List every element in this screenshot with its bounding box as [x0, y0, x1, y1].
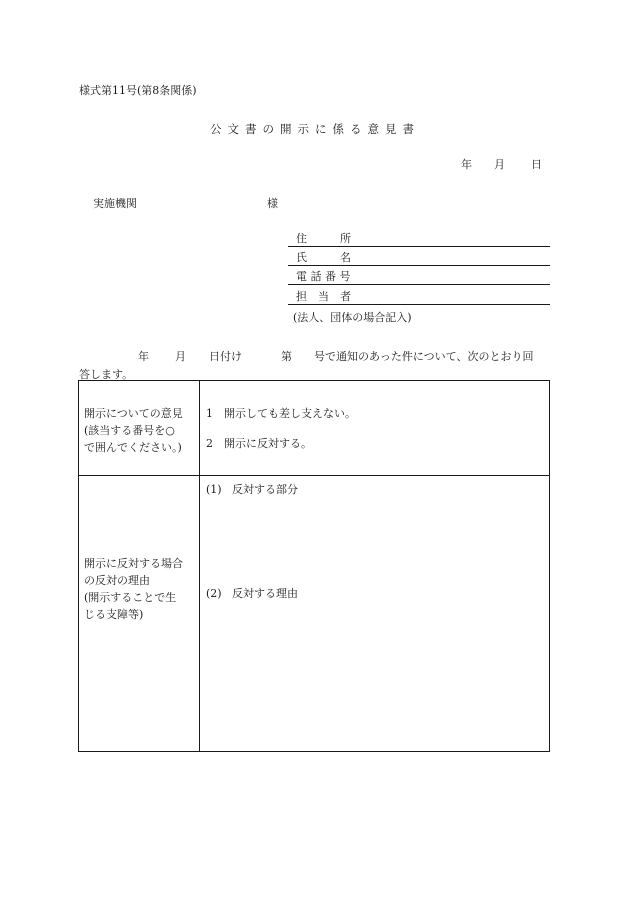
option-text: 開示しても差し支えない。	[224, 407, 356, 420]
option-text: 開示に反対する。	[224, 437, 312, 450]
applicant-note: (法人、団体の場合記入)	[293, 311, 412, 324]
opinion-label: 開示についての意見 (該当する番号を○ で囲んでください。)	[84, 407, 183, 454]
sub-item-text: 反対する理由	[232, 587, 298, 600]
applicant-contact-person-label: 担 当 者	[296, 290, 351, 303]
addressee-honorific: 様	[267, 197, 278, 210]
opinion-table	[78, 380, 550, 752]
applicant-contact-person-field[interactable]	[288, 285, 550, 305]
objected-part-field[interactable]	[206, 481, 298, 498]
notice-day-dated: 日付け	[209, 350, 242, 363]
column-divider	[199, 381, 200, 751]
applicant-phone-label: 電 話 番 号	[296, 270, 351, 283]
applicant-name-field[interactable]	[288, 246, 550, 266]
option-number: 1	[206, 407, 213, 420]
addressee-label: 実施機関	[93, 197, 137, 210]
notice-sentence	[79, 348, 551, 364]
document-title: 公文書の開示に係る意見書	[210, 122, 420, 136]
objection-reason-field[interactable]	[206, 585, 298, 602]
applicant-name-label: 氏 名	[296, 251, 351, 264]
row-divider	[79, 475, 549, 476]
applicant-phone-field[interactable]	[288, 265, 550, 285]
notice-sentence-line2: 答します。	[79, 368, 134, 381]
objection-reason-label: 開示に反対する場合 の反対の理由 (開示することで生 じる支障等)	[84, 557, 183, 621]
date-month-field[interactable]: 月	[494, 158, 505, 171]
date-year-field[interactable]: 年	[461, 158, 472, 171]
option-objection[interactable]	[206, 435, 312, 452]
notice-rest: 号で通知のあった件について、次のとおり回	[314, 350, 534, 363]
notice-dai: 第	[281, 350, 292, 363]
form-number: 様式第11号(第8条関係)	[79, 84, 197, 97]
notice-month: 月	[175, 350, 186, 363]
notice-year: 年	[138, 350, 149, 363]
applicant-address-label: 住 所	[296, 232, 351, 245]
applicant-address-field[interactable]	[288, 227, 550, 247]
option-number: 2	[206, 437, 213, 450]
option-no-objection[interactable]	[206, 405, 356, 422]
sub-item-text: 反対する部分	[232, 483, 298, 496]
sub-item-number: (2)	[206, 587, 222, 600]
date-day-field[interactable]: 日	[531, 158, 542, 171]
sub-item-number: (1)	[206, 483, 222, 496]
